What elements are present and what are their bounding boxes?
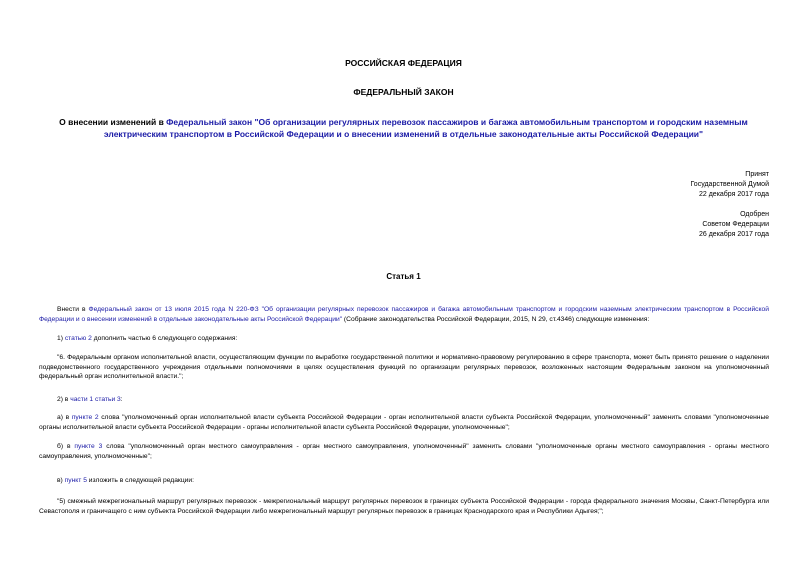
title-prefix: О внесении изменений в	[59, 117, 167, 127]
sub-c-prefix: в)	[57, 477, 65, 484]
approval-block	[699, 210, 769, 240]
sub-a-text: слова "уполномоченный орган исполнительной власти субъекта Российской Федерации - орган исполнительной власти субъекта Российской Федерации, уполномоченный" заменить словами "уполномоченные органы исполнительной власти субъекта Российской Федерации - органы исполнительной власти субъекта Российской Федерации, уполномоченные";	[39, 414, 770, 431]
adoption-block	[690, 170, 769, 200]
sub-c-text: изложить в следующей редакции:	[86, 477, 195, 484]
paragraph-quote-6: "6. Федеральным органом исполнительной власти, осуществляющим функции по выработке государственной политики и нормативно-правовому регулированию в сфере транспорта, может быть принято решение о наделении подведомственного государственного учреждения отдельными полномочиями в целях осуществления функций по организации регулярных перевозок, возложенных настоящим Федеральным законом на уполномоченный федеральный орган исполнительной власти.";	[39, 354, 769, 380]
point-3-link[interactable]: пункте 3	[74, 443, 103, 450]
point-2-link[interactable]: пункте 2	[71, 414, 99, 421]
sub-b-text: слова "уполномоченный орган местного самоуправления - орган местного самоуправления, уполномоченный" заменить словами "уполномоченные органы местного самоуправления - органы местного самоуправления, уполномоченные";	[39, 443, 769, 460]
item-1-number: 1)	[57, 335, 65, 342]
paragraph-intro	[39, 305, 769, 324]
item-2-text: :	[120, 396, 123, 403]
intro-prefix: Внести в	[57, 306, 89, 313]
article-2-link[interactable]: статью 2	[64, 335, 92, 342]
point-5-link[interactable]: пункт 5	[64, 477, 87, 484]
approved-body: Советом Федерации	[702, 221, 769, 228]
sub-a-prefix: а) в	[57, 414, 72, 421]
item-1-text: дополнить частью 6 следующего содержания:	[91, 335, 238, 342]
intro-suffix: (Собрание законодательства Российской Федерации, 2015, N 29, ст.4346) следующие изменения:	[342, 315, 650, 323]
approved-date: 26 декабря 2017 года	[698, 231, 769, 238]
paragraph-quote-5: "5) смежный межрегиональный маршрут регулярных перевозок - межрегиональный маршрут регулярных перевозок в границах субъекта Российской Федерации - города федерального значения Москвы, Санкт-Петербурга или Севастополя и граничащего с ним субъекта Российской Федерации либо межрегиональный маршрут регулярных перевозок в границах Краснодарского края и Республики Адыгея;";	[39, 498, 769, 515]
adopted-body: Государственной Думой	[690, 181, 769, 188]
adopted-label: Принят	[745, 171, 769, 178]
adopted-date: 22 декабря 2017 года	[698, 191, 769, 198]
paragraph-sub-a	[39, 413, 769, 432]
part-1-article-3-link[interactable]: части 1 статьи 3	[70, 396, 121, 403]
paragraph-item-1	[39, 334, 787, 344]
article-heading: Статья 1	[386, 272, 421, 281]
document-title	[30, 117, 777, 140]
document-law-type: ФЕДЕРАЛЬНЫЙ ЗАКОН	[353, 87, 454, 97]
paragraph-sub-c	[39, 476, 787, 486]
sub-b-prefix: б) в	[57, 443, 75, 450]
law-220-link[interactable]: Федеральный закон от 13 июля 2015 года N 220-ФЗ "Об организации регулярных перевозок пассажиров и багажа автомобильным транспортом и городским наземным электрическим транспортом в Российской Федерации и о внесении изменений в отдельные законодательные акты Российской Федерации"	[39, 306, 769, 323]
item-2-number: 2) в	[57, 396, 71, 403]
title-law-link[interactable]: Федеральный закон "Об организации регулярных перевозок пассажиров и багажа автомобильным транспортом и городским наземным электрическим транспортом в Российской Федерации и о внесении изменений в отдельные законодательные акты Российской Федерации"	[103, 117, 748, 139]
paragraph-item-2	[39, 395, 787, 405]
paragraph-sub-b	[39, 442, 769, 461]
document-country: РОССИЙСКАЯ ФЕДЕРАЦИЯ	[345, 58, 462, 68]
approved-label: Одобрен	[740, 211, 769, 218]
